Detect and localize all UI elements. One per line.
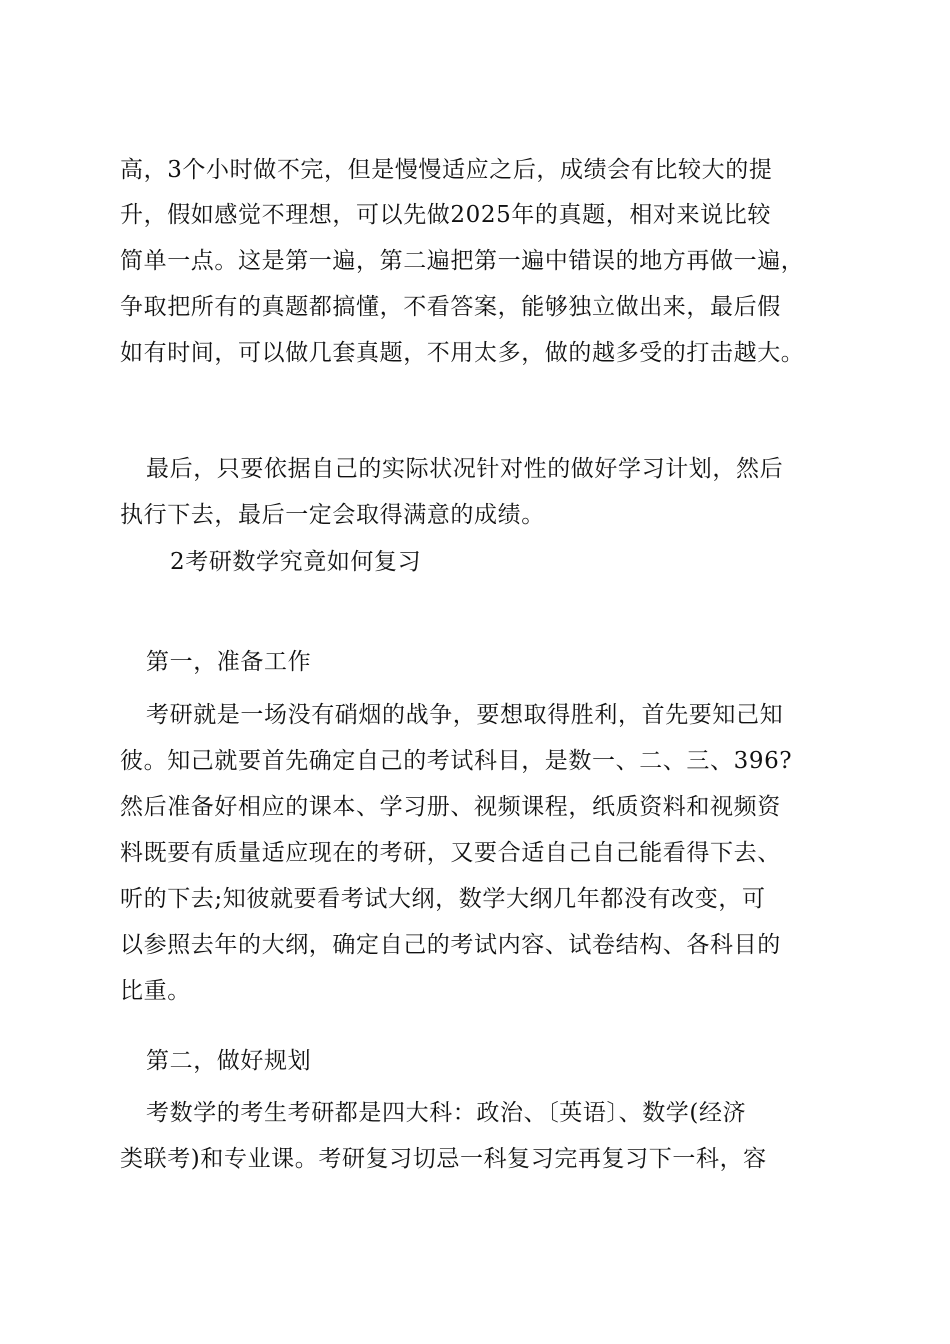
paragraph-2-line-2: 执行下去，最后一定会取得满意的成绩。 xyxy=(120,502,545,528)
paragraph-4-line-2: 类联考)和专业课。考研复习切忌一科复习完再复习下一科，容 xyxy=(120,1146,767,1172)
paragraph-1-line-4: 争取把所有的真题都搞懂，不看答案，能够独立做出来，最后假 xyxy=(120,294,781,320)
paragraph-3-line-5: 听的下去;知彼就要看考试大纲，数学大纲几年都没有改变，可 xyxy=(120,886,766,912)
paragraph-2-line-1: 最后，只要依据自己的实际状况针对性的做好学习计划，然后 xyxy=(146,456,784,482)
paragraph-3-line-2: 彼。知己就要首先确定自己的考试科目，是数一、二、三、396? xyxy=(120,748,793,774)
heading-planning: 第二，做好规划 xyxy=(146,1048,312,1074)
paragraph-3-line-4: 料既要有质量适应现在的考研，又要合适自己自己能看得下去、 xyxy=(120,840,781,866)
heading-preparation: 第一，准备工作 xyxy=(146,649,312,675)
paragraph-3-line-1: 考研就是一场没有硝烟的战争，要想取得胜利，首先要知己知 xyxy=(146,702,784,728)
paragraph-3-line-6: 以参照去年的大纲，确定自己的考试内容、试卷结构、各科目的 xyxy=(120,932,781,958)
paragraph-1-line-3: 简单一点。这是第一遍，第二遍把第一遍中错误的地方再做一遍， xyxy=(120,248,805,274)
paragraph-1-line-2: 升，假如感觉不理想，可以先做2025年的真题，相对来说比较 xyxy=(120,202,771,228)
paragraph-1-line-5: 如有时间，可以做几套真题，不用太多，做的越多受的打击越大。 xyxy=(120,340,805,366)
paragraph-3-line-7: 比重。 xyxy=(120,978,191,1004)
section-title: 2考研数学究竟如何复习 xyxy=(170,549,422,575)
paragraph-1-line-1: 高，3个小时做不完，但是慢慢适应之后，成绩会有比较大的提 xyxy=(120,157,773,183)
paragraph-3-line-3: 然后准备好相应的课本、学习册、视频课程，纸质资料和视频资 xyxy=(120,794,781,820)
paragraph-4-line-1: 考数学的考生考研都是四大科：政治、〔英语〕、数学(经济 xyxy=(146,1100,747,1126)
